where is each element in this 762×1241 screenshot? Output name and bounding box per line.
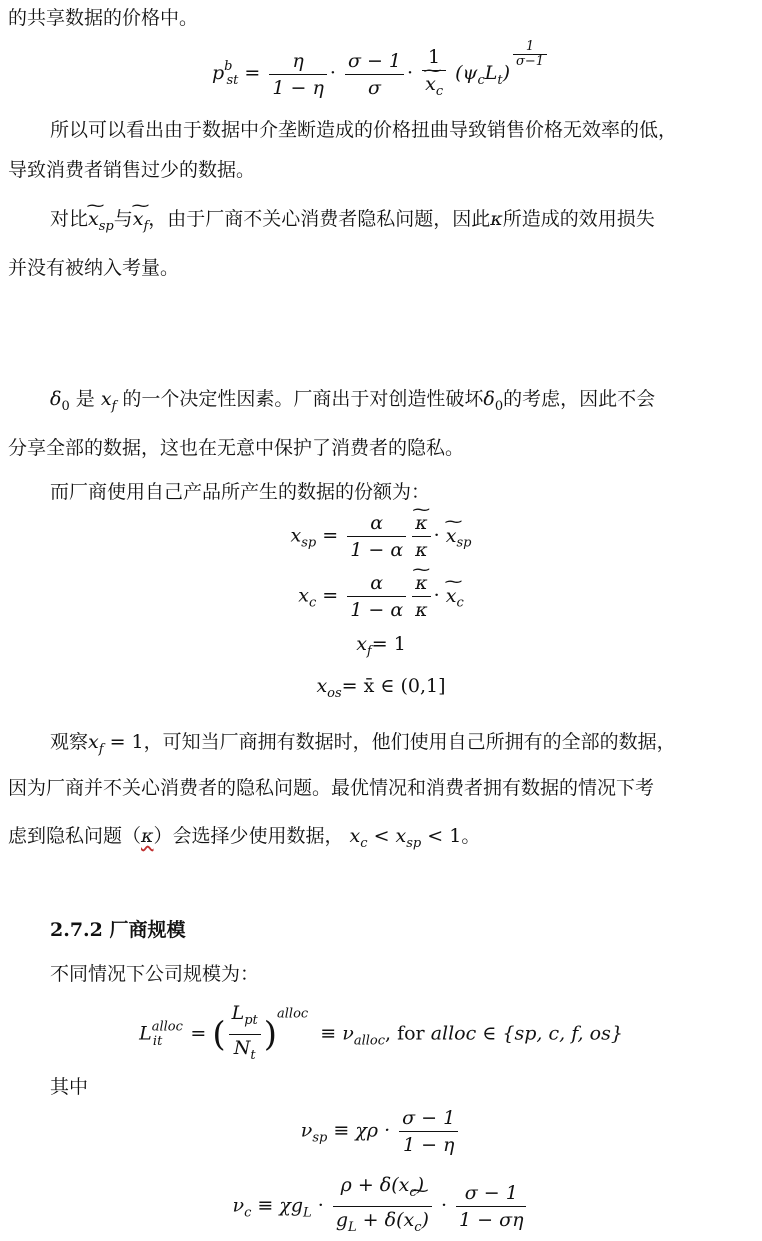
paragraph-3-line-2: 分享全部的数据，这也在无意中保护了消费者的隐私。	[8, 437, 465, 459]
where-label: 其中	[50, 1076, 89, 1098]
share-equation-c: $x_c$ = $\frac{\alpha}{1 - \alpha}$ ~ $\frac{\kappa}{\kappa}$ · ~ $x_c$	[0, 570, 762, 623]
section-heading: 2.7.2 厂商规模	[50, 919, 186, 941]
paragraph-5-line-1: 观察$x_f = 1$，可知当厂商拥有数据时，他们使用自己所拥有的全部的数据，	[50, 731, 676, 757]
paragraph-1-line-1: 所以可以看出由于数据中介垄断造成的价格扭曲导致销售价格无效率的低，	[50, 119, 678, 141]
paragraph-2-line-1: 对比~ $x_{sp}$与~ $x_f$，由于厂商不关心消费者隐私问题，因此κ所造成的效用损失	[50, 207, 655, 239]
share-equation-sp: $x_{sp}$ = $\frac{\alpha}{1 - \alpha}$ ~ $\frac{\kappa}{\kappa}$ · ~ $x_{sp}$	[0, 510, 762, 563]
price-equation: $p^b_{st}$ = $\frac{\eta}{1 - \eta}$ · $\frac{\sigma - 1}{\sigma}$ · 1 ~ $x_c$ $(\psi_cL_t)$ $\frac{1}{\sigma-1}$	[0, 40, 762, 105]
firm-size-equation: $L^{alloc}_{it}$ = ( $\frac{L_{pt}}{N_t}$ )$^{alloc} \equiv \nu_{alloc}$, for alloc ∈ {sp, c, f, os}	[139, 1002, 623, 1063]
share-equation-os: $x_{os}=$ x̄ ∈ (0,1]	[316, 675, 446, 701]
paragraph-4: 而厂商使用自己产品所产生的数据的份额为：	[50, 481, 431, 503]
nu-c-equation: $\nu_c \equiv \chi g_L$ · $\frac{\rho + \delta(x_c)}{g_L + \delta(x_c)}$ · $\frac{\sigma - 1}{1 - \sigma\eta}$	[0, 1172, 762, 1241]
intro-line: 的共享数据的价格中。	[8, 7, 199, 29]
paragraph-6: 不同情况下公司规模为：	[50, 963, 260, 985]
paragraph-5-line-3: 虑到隐私问题（κ）会选择少使用数据， $x_c < x_{sp} < 1$。	[8, 825, 481, 851]
paragraph-5-line-2: 因为厂商并不关心消费者的隐私问题。最优情况和消费者拥有数据的情况下考	[8, 777, 655, 799]
paragraph-1-line-2: 导致消费者销售过少的数据。	[8, 159, 256, 181]
nu-sp-equation: $\nu_{sp} \equiv \chi\rho$ · $\frac{\sigma - 1}{1 - \eta}$	[0, 1105, 762, 1158]
share-equation-f: $x_f= 1$	[356, 633, 406, 659]
paragraph-3-line-1: $\delta_0$ 是 $x_f$ 的一个决定性因素。厂商出于对创造性破坏$\delta_0$的考虑，因此不会	[50, 388, 656, 414]
paragraph-2-line-2: 并没有被纳入考量。	[8, 257, 180, 279]
